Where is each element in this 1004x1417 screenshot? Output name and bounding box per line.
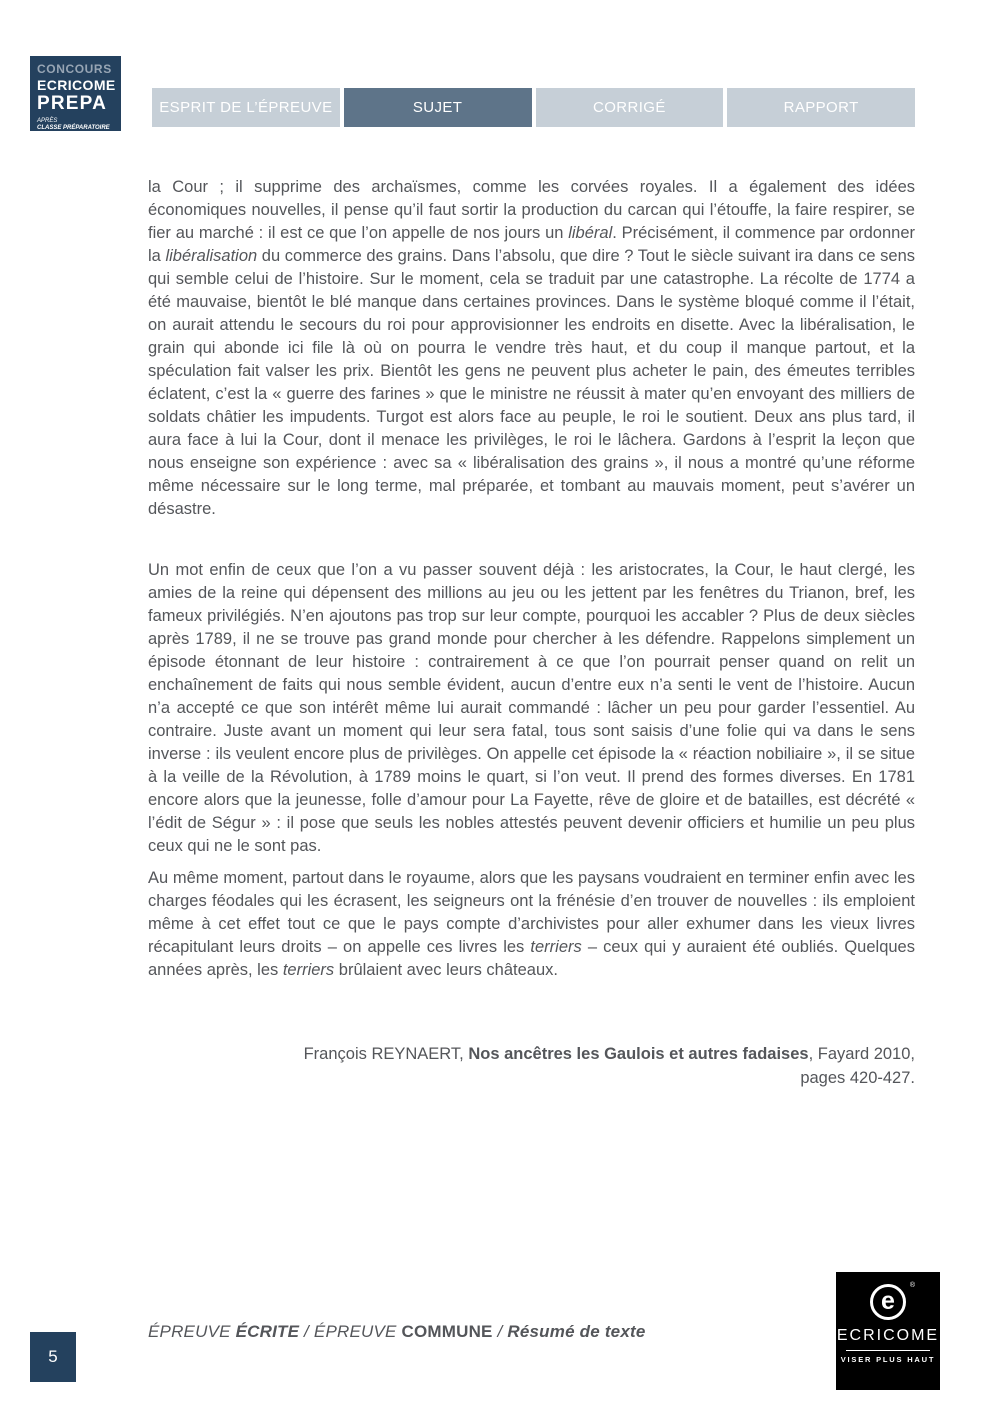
paragraph-reaction-nobiliaire: Un mot enfin de ceux que l’on a vu passer souvent déjà : les aristocrates, la Cour, le haut clergé, les amies de la reine qui dépensent des millions au jeu ou les jettent par les fenêtres du Trianon, bref, les fameux privilégiés. N’en ajoutons pas trop sur leur compte, pourquoi les accabler ? Plus de deux siècles après 1789, il ne se trouve pas grand monde pour chercher à les défendre. Rappelons simplement un épisode étonnant de leur histoire : contrairement à ce que l’on pourrait penser quand on relit un enchaînement de faits qui nous semble évident, aucun d’entre eux n’a senti le vent de l’histoire. Aucun n’a accepté ce que son intérêt même lui aurait commandé : lâcher un peu pour garder l’essentiel. Au contraire. Juste avant un moment qui leur sera fatal, tous sont saisis d’une folie qui va dans le sens inverse : ils veulent encore plus de privilèges. On appelle cet épisode la « réaction nobiliaire », il se situe à la veille de la Révolution, à 1789 moins le quart, si l’on veut. Il prend des formes diverses. En 1781 encore alors que la jeunesse, folle d’amour pour La Fayette, rêve de gloire et de batailles, est décrété « l’édit de Ségur » : il pose que seuls les nobles attestés peuvent devenir officiers et humilie un peu plus ceux qui ne le sont pas. (148, 561, 915, 855)
tab-corrige[interactable]: CORRIGÉ (536, 88, 724, 127)
logo-divider (846, 1350, 930, 1351)
ecricome-e-icon (870, 1284, 906, 1320)
attribution-author-title: François REYNAERT, Nos ancêtres les Gaulois et autres fadaises, Fayard 2010, (303, 1045, 915, 1063)
ecricome-logo (836, 1272, 940, 1390)
concours-ecricome-prepa-logo (30, 56, 121, 131)
ecricome-wordmark: ECRICOME (836, 1327, 940, 1344)
document-body (148, 176, 915, 1090)
tab-bar (152, 88, 915, 127)
tab-sujet[interactable]: SUJET (344, 88, 532, 127)
ecricome-e-mark (870, 1282, 915, 1320)
brand-concours-label: CONCOURS (37, 62, 112, 76)
tab-esprit-de-lepreuve[interactable]: ESPRIT DE L’ÉPREUVE (152, 88, 340, 127)
paragraph-terriers: Au même moment, partout dans le royaume, alors que les paysans voudraient en terminer enfin avec les charges féodales qui les écrasent, les seigneurs ont la frénésie d’en trouver de nouvelles : ils emploient même à cet effet tout ce que le pays compte d’archivistes pour aller exhumer dans les vieux livres récapitulant leurs droits – on appelle ces livres les terriers – ceux qui y auraient été oubliés. Quelques années après, les terriers brûlaient avec leurs châteaux. (148, 869, 915, 979)
ecricome-e-glyph: e (881, 1286, 895, 1315)
brand-classe-preparatoire-label: CLASSE PRÉPARATOIRE (37, 124, 110, 131)
brand-ecricome-label: ECRICOME (37, 76, 116, 93)
paragraph-turgot-liberalisation: la Cour ; il supprime des archaïsmes, comme les corvées royales. Il a également des idées économiques nouvelles, il pense qu’il faut sortir la production du carcan qui l’étouffe, la faire respirer, se fier au marché : il est ce que l’on appelle de nos jours un libéral. Précisément, il commence par ordonner la libéralisation du commerce des grains. Dans l’absolu, que dire ? Tout le siècle suivant ira dans ce sens qui semble celui de l’histoire. Sur le moment, cela se traduit par une catastrophe. La récolte de 1774 a été mauvaise, bientôt le blé manque dans certaines provinces. Dans le système bloqué comme il l’était, on aurait attendu le secours du roi pour approvisionner les endroits en disette. Avec la libéralisation, le grain qui abonde ici file là où on pourra le vendre très haut, et du coup il manque partout, et la spéculation fait valser les prix. Bientôt les gens ne peuvent plus acheter le pain, des émeutes terribles éclatent, c’est la « guerre des farines » que le ministre ne réussit à mater qu’en envoyant des milliers de soldats châtier les impudents. Turgot est alors face au peuple, le roi le soutient. Deux ans plus tard, il aura face à lui la Cour, dont il menace les privilèges, le roi le lâchera. Gardons à l’esprit la leçon que nous enseigne son expérience : avec sa « libéralisation des grains », il nous a montré qu’une réforme même nécessaire sur le long terme, mal préparée, et tombant au mauvais moment, peut s’avérer un désastre. (148, 178, 915, 518)
source-attribution (148, 1042, 915, 1090)
tab-rapport[interactable]: RAPPORT (727, 88, 915, 127)
brand-apres-label: APRÈS (37, 118, 58, 125)
footer-epreuve-title: ÉPREUVE ÉCRITE / ÉPREUVE COMMUNE / Résumé de texte (148, 1322, 646, 1341)
brand-prepa-label: PREPA (37, 93, 108, 115)
attribution-pages: pages 420-427. (800, 1069, 915, 1087)
page-number: 5 (30, 1332, 76, 1382)
registered-trademark-icon: ® (909, 1282, 915, 1289)
ecricome-tagline: VISER PLUS HAUT (840, 1355, 936, 1364)
